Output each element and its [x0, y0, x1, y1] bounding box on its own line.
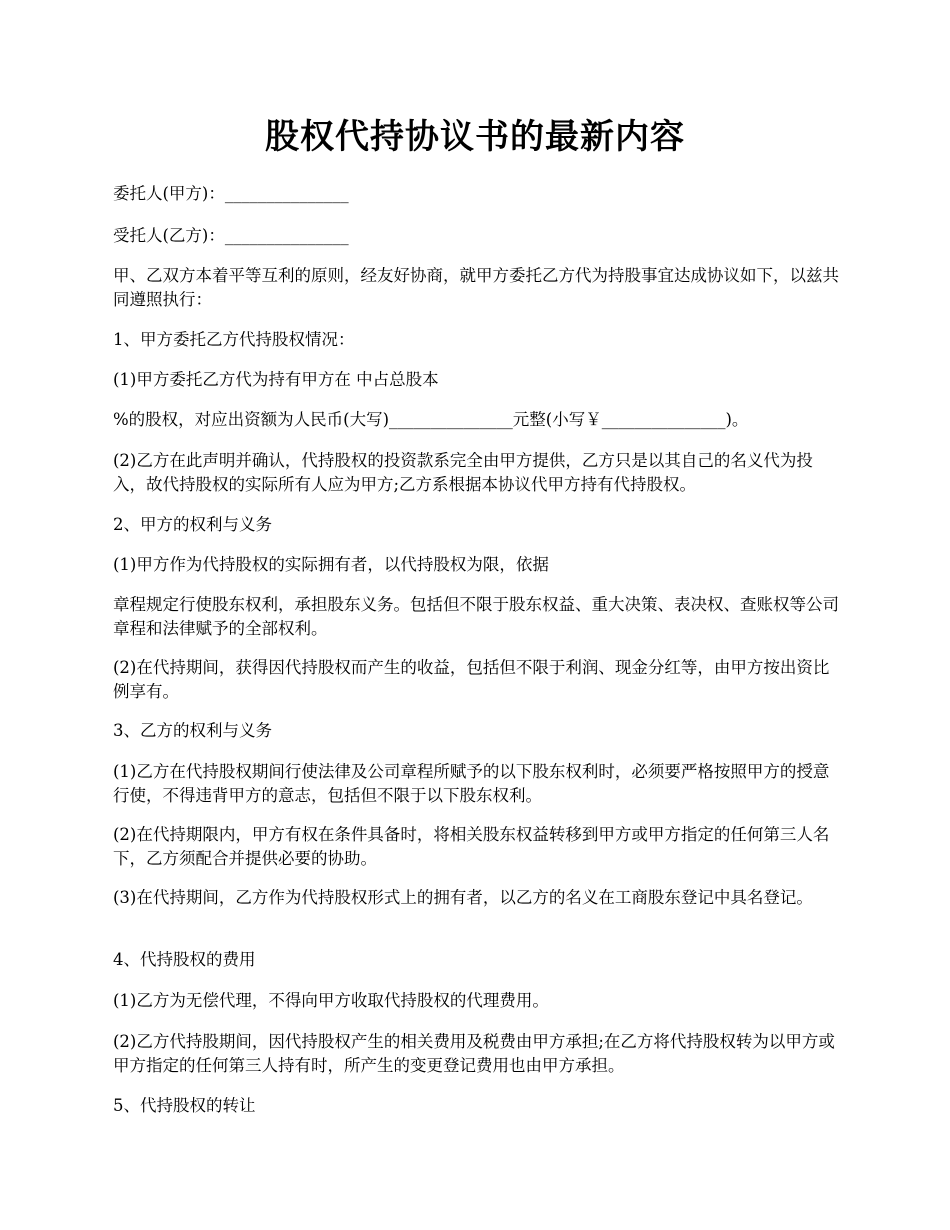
clause-3-2: (2)在代持期限内，甲方有权在条件具备时，将相关股东权益转移到甲方或甲方指定的任何第三人名下，乙方须配合并提供必要的协助。 — [113, 825, 830, 868]
clause-2-1-line-b: 章程规定行使股东权利，承担股东义务。包括但不限于股东权益、重大决策、表决权、查账权等公司章程和法律赋予的全部权利。 — [113, 595, 839, 638]
section-5-heading: 5、代持股权的转让 — [113, 1096, 256, 1115]
clause-1-2: (2)乙方在此声明并确认，代持股权的投资款系完全由甲方提供，乙方只是以其自己的名义代为投入，故代持股权的实际所有人应为甲方;乙方系根据本协议代甲方持有代持股权。 — [113, 451, 813, 494]
clause-3-3: (3)在代持期间，乙方作为代持股权形式上的拥有者，以乙方的名义在工商股东登记中具名登记。 — [113, 888, 813, 907]
section-2-heading: 2、甲方的权利与义务 — [113, 515, 272, 534]
clause-2-1-line-a: (1)甲方作为代持股权的实际拥有者，以代持股权为限，依据 — [113, 555, 549, 574]
clause-1-1-line-a: (1)甲方委托乙方代为持有甲方在 中占总股本 — [113, 370, 439, 389]
preamble-paragraph: 甲、乙双方本着平等互利的原则，经友好协商，就甲方委托乙方代为持股事宜达成协议如下，以兹共同遵照执行： — [113, 266, 839, 309]
clause-1-1-line-b: %的股权，对应出资额为人民币(大写)_______________元整(小写￥_______________)。 — [113, 410, 749, 429]
clause-4-2: (2)乙方代持股期间，因代持股权产生的相关费用及税费由甲方承担;在乙方将代持股权转为以甲方或甲方指定的任何第三人持有时，所产生的变更登记费用也由甲方承担。 — [113, 1032, 835, 1075]
clause-3-1: (1)乙方在代持股权期间行使法律及公司章程所赋予的以下股东权利时，必须要严格按照甲方的授意行使，不得违背甲方的意志，包括但不限于以下股东权利。 — [113, 762, 830, 805]
document-title: 股权代持协议书的最新内容 — [265, 117, 685, 157]
principal-line: 委托人(甲方)：_______________ — [113, 184, 349, 203]
trustee-line: 受托人(乙方)：_______________ — [113, 226, 349, 245]
clause-2-2: (2)在代持期间，获得因代持股权而产生的收益，包括但不限于利润、现金分红等，由甲方按出资比例享有。 — [113, 658, 830, 701]
section-1-heading: 1、甲方委托乙方代持股权情况： — [113, 330, 355, 349]
clause-4-1: (1)乙方为无偿代理，不得向甲方收取代持股权的代理费用。 — [113, 991, 549, 1010]
section-3-heading: 3、乙方的权利与义务 — [113, 721, 272, 740]
section-4-heading: 4、代持股权的费用 — [113, 950, 256, 969]
